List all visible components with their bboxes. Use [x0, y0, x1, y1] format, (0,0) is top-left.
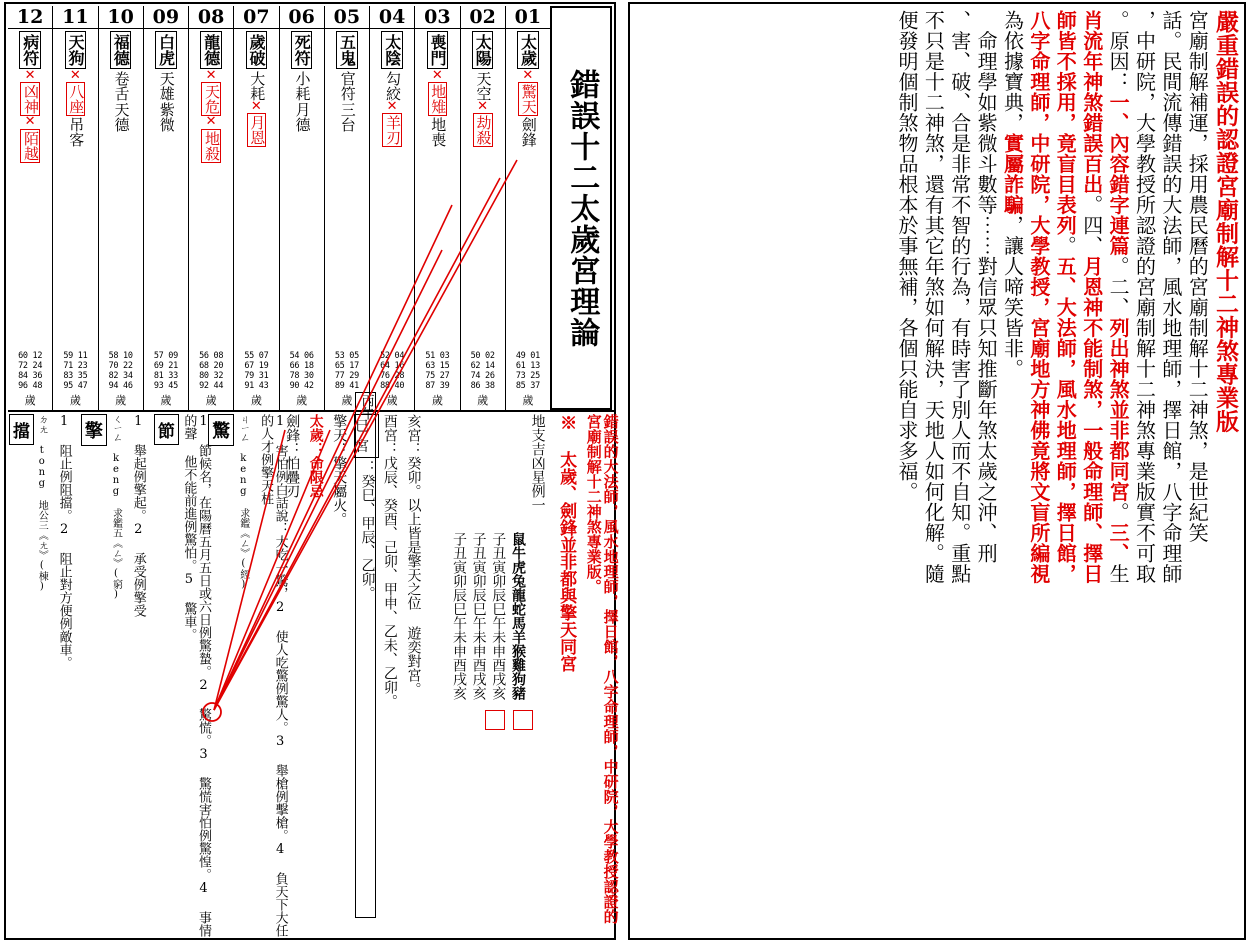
star-name: 紫微: [157, 102, 176, 132]
palace-number: 03: [424, 6, 451, 28]
right-text-line: 話。民間流傳錯誤的大法師，風水地理師，擇日館，八字命理師: [1158, 10, 1183, 584]
palace-name: 歲破: [246, 31, 267, 69]
x-mark-icon: ✕: [24, 68, 36, 83]
x-mark-icon: ✕: [24, 114, 36, 130]
branch-animals: 鼠牛虎兔龍蛇馬羊猴雞狗豬: [509, 532, 526, 700]
palace-column: [234, 6, 279, 410]
palace-column: [415, 6, 460, 410]
palace-column: [189, 6, 234, 410]
note-col-taisui: 太歲：命限忌: [307, 414, 324, 498]
palace-column: [325, 6, 370, 410]
highlight-box-horse: [513, 710, 533, 730]
palace-number: 06: [288, 6, 315, 28]
branch-row-1: 子丑寅卯辰巳午未申酉戌亥: [490, 532, 507, 700]
age-list: 60 12 72 24 84 36 96 48: [18, 350, 43, 391]
column-rule: [99, 28, 143, 29]
branch-row-2: 子丑寅卯辰巳午未申酉戌亥: [470, 532, 487, 700]
age-list: 56 08 68 20 80 32 92 44: [199, 350, 224, 391]
palace-column: [280, 6, 325, 410]
dang-char-box: 擋: [9, 414, 34, 445]
palace-number: 08: [197, 6, 225, 28]
note-col-hai-palace: 亥宮：癸卯。以上皆是擎天之位 遊奕對宮。: [405, 414, 422, 696]
star-name: 小耗: [293, 71, 312, 101]
note-col-dang-pron: ㄉㄤ tong 地公三《ㄤ》(棟): [36, 414, 48, 592]
left-title-strip: [550, 6, 612, 410]
age-label: 歲: [296, 394, 308, 407]
age-list: 57 09 69 21 81 33 93 45: [153, 350, 178, 391]
palace-number: 05: [333, 6, 361, 28]
palace-number: 10: [107, 6, 134, 28]
column-rule: [8, 28, 52, 29]
star-name: 羊刃: [384, 115, 402, 146]
palace-column: [144, 6, 189, 410]
x-mark-icon: ✕: [431, 68, 443, 83]
right-text-column: [1157, 10, 1183, 934]
palace-number: 01: [514, 6, 542, 28]
right-text-line: 。原因：一、內容錯字連篇。二、列出神煞並非都同宮。三、生: [1106, 10, 1131, 584]
right-panel: [628, 2, 1246, 940]
age-list: 58 10 70 22 82 34 94 46: [108, 350, 133, 391]
note-col-qing-pron: ㄑㄧㄥ keng 求鑑五《ㄥ》(窮): [110, 414, 122, 600]
x-mark-icon: ✕: [477, 99, 489, 114]
note-col-jing-head: [206, 412, 237, 938]
palace-number: 02: [469, 6, 496, 28]
star-list: [66, 70, 86, 351]
column-rule: [53, 28, 97, 29]
right-text-line: 宮廟制解補運，採用農民曆的宮廟制解十二神煞，是世紀笑: [1185, 10, 1210, 543]
star-name: 天德: [112, 102, 131, 132]
right-text-column: [1131, 10, 1157, 934]
age-label: 歲: [69, 394, 81, 407]
column-rule: [506, 28, 550, 29]
star-name: 卷舌: [112, 71, 131, 101]
column-rule: [234, 28, 278, 29]
palace-name: 太陰: [381, 31, 402, 69]
palace-number: 04: [378, 6, 406, 28]
column-rule: [280, 28, 324, 29]
palace-number: 11: [62, 6, 89, 28]
palace-name: 五鬼: [336, 31, 357, 69]
age-label: 歲: [386, 394, 398, 407]
left-panel: [4, 2, 620, 940]
star-name: 陌越: [22, 130, 40, 161]
age-list: 50 02 62 14 74 26 86 38: [470, 350, 495, 391]
qing-char-box: 擎: [81, 414, 107, 446]
bingwu-box: 丙午: [355, 392, 376, 918]
note-col-dang-head: [8, 412, 35, 938]
star-list: [293, 70, 311, 351]
star-name: 驚天: [519, 84, 538, 115]
note-col-dang-def: 1 阻止例阻擋。2 阻止對方便例敵車。: [56, 414, 72, 669]
lower-notes: [8, 394, 620, 938]
right-text-line: 肖流年神煞錯誤百出。四、月恩神不能制煞，一般命理師、擇日: [1079, 10, 1104, 584]
age-label: 歲: [250, 394, 262, 407]
age-list: 49 01 61 13 73 25 85 37: [515, 350, 540, 391]
palace-name: 福德: [110, 31, 131, 69]
right-text-column: [999, 10, 1025, 934]
palace-column: [370, 6, 415, 410]
star-name: 地殺: [203, 130, 221, 161]
star-name: 官符: [338, 71, 357, 101]
star-name: 大耗: [248, 71, 267, 101]
x-mark-icon: ✕: [69, 68, 81, 83]
right-text-line: 、害、破、合是非常不智的行為，有時害了別人而不自知。重點: [947, 10, 972, 584]
note-col-red-title: ※ 太歲、劍鋒並非都與擎天同宮: [556, 414, 577, 672]
highlight-box-wu: [485, 710, 505, 730]
star-list: [473, 70, 493, 351]
jing-char-box: 驚: [208, 414, 234, 446]
note-col-qingtian: 擎天：擎天屬火。: [331, 414, 348, 526]
age-label: 歲: [205, 394, 217, 407]
star-name: 天危: [203, 84, 221, 115]
age-label: 歲: [477, 394, 489, 407]
note-col-branch-table: [427, 412, 528, 938]
age-label: 歲: [24, 394, 36, 407]
star-list: [518, 70, 538, 351]
palace-column: [461, 6, 506, 410]
si-palace-box: 巳宮: [354, 414, 379, 458]
right-headline: 嚴重錯誤的認證宮廟制解十二神煞專業版: [1212, 10, 1239, 433]
note-col-red-warning: 錯誤的大法師，風水地理師，擇日館，八字命理師，中研院，大學教授認證的宮廟制解十二神煞專業版。: [584, 414, 620, 924]
note-col-jie-def: 1 節候名，在陽曆五月五日或六日例驚蟄。2 驚慌。3 驚慌害怕例驚惶。4 事情的聲 他不能前進例驚怕。5 驚車。: [181, 414, 211, 937]
jie-char-box: 節: [154, 414, 179, 445]
star-name: 劫殺: [474, 115, 493, 146]
palace-name: 太歲: [517, 31, 538, 69]
age-label: 歲: [431, 394, 443, 407]
right-text-column: [973, 10, 999, 934]
star-list: [382, 70, 402, 351]
right-text-line: ，中研院，大學教授所認證的宮廟制解十二神煞專業版實不可取: [1132, 10, 1157, 584]
star-list: [338, 70, 356, 351]
note-col-qing-def: 1 舉起例擎起。2 承受例擎受: [130, 414, 146, 617]
age-label: 歲: [522, 394, 534, 407]
palace-number: 07: [243, 6, 270, 28]
right-text-line: 不只是十二神煞，還有其它年煞如何解決，天地人如何化解。隨: [921, 10, 946, 584]
star-list: [112, 70, 130, 351]
note-col-you-palace: 酉宮：戊辰、癸酉、己卯、甲申、乙未、乙卯。: [381, 414, 398, 708]
note-col-si-palace: 巳宮 ：癸巳、甲辰、乙卯。 丙午: [353, 412, 380, 938]
branch-row-3: 子丑寅卯辰巳午未申酉戌亥: [450, 532, 467, 700]
column-rule: [325, 28, 369, 29]
right-text-line: 便發明個制煞物品根本於事無補，各個只能自求多福。: [894, 10, 919, 502]
palace-number: 12: [16, 6, 44, 28]
note-col-jing-def: 1 害怕例白話說：大吃一驚，2 使人吃驚例驚人。3 舉槍例擊槍。4 負天下大任的人才例擎天柱: [258, 414, 288, 937]
note-col-jie-head: [153, 412, 180, 938]
palace-name: 太陽: [472, 31, 493, 69]
palace-name: 龍德: [200, 31, 221, 69]
column-rule: [189, 28, 233, 29]
x-mark-icon: ✕: [386, 99, 398, 114]
palace-number: 09: [152, 6, 180, 28]
right-text-column: [1078, 10, 1104, 934]
age-list: 51 03 63 15 75 27 87 39: [425, 350, 450, 391]
palace-column: [506, 6, 550, 410]
left-title: 錯誤十二太歲宮理論: [564, 68, 600, 348]
age-label: 歲: [341, 394, 353, 407]
age-list: 55 07 67 19 79 31 91 43: [244, 350, 269, 391]
palace-column: [8, 6, 53, 410]
star-name: 天空: [474, 71, 493, 101]
twelve-palace-grid: [8, 6, 550, 410]
star-name: 天雄: [157, 71, 176, 101]
right-text-column: [1026, 10, 1052, 934]
palace-name: 病符: [19, 31, 40, 69]
age-list: 52 04 64 16 76 28 88 40: [380, 350, 405, 391]
age-list: 53 05 65 17 77 29 89 41: [334, 350, 359, 391]
palace-name: 喪門: [427, 31, 448, 69]
palace-name: 死符: [291, 31, 312, 69]
column-rule: [461, 28, 505, 29]
star-name: 劍鋒: [519, 117, 538, 148]
star-name: 月德: [293, 102, 312, 132]
star-list: [201, 70, 221, 351]
palace-column: [99, 6, 144, 410]
palace-name: 天狗: [65, 31, 86, 69]
star-name: 地喪: [429, 117, 448, 148]
note-col-jing-pron: ㄐㄧㄥ keng 求鑑《ㄥ》(經): [237, 414, 249, 590]
right-text-column: [1184, 10, 1210, 934]
column-rule: [144, 28, 188, 29]
palace-name: 白虎: [155, 31, 176, 69]
star-name: 凶神: [22, 84, 40, 115]
star-list: [247, 70, 267, 351]
star-name: 勾絞: [384, 71, 402, 101]
star-list: [428, 70, 448, 351]
age-label: 歲: [160, 394, 172, 407]
right-text-line: 師皆不採用，竟盲目表列。五、大法師，風水地理師，擇日館，: [1053, 10, 1078, 584]
note-col-qing-head: [79, 412, 110, 938]
x-mark-icon: ✕: [205, 114, 217, 130]
note-col-jianfeng: 劍鋒：怕疊刃: [284, 414, 301, 498]
age-list: 54 06 66 18 78 30 90 42: [289, 350, 314, 391]
star-name: 月恩: [248, 115, 267, 146]
right-text-line: 命理學如紫微斗數等⋯⋯對信眾只知推斷年煞太歲之沖、刑: [974, 10, 999, 564]
star-name: 三台: [338, 102, 357, 132]
x-mark-icon: ✕: [522, 68, 534, 83]
right-text-column: [894, 10, 920, 934]
star-name: 吊客: [67, 117, 86, 148]
right-text-column: [1052, 10, 1078, 934]
right-headline-column: [1210, 10, 1240, 934]
note-col-branch-head: 地支吉凶星例一: [529, 414, 546, 512]
column-rule: [415, 28, 459, 29]
right-text-column: [946, 10, 972, 934]
star-name: 八座: [67, 84, 86, 115]
column-rule: [370, 28, 414, 29]
x-mark-icon: ✕: [205, 68, 217, 83]
right-text-line: 為依據寶典，實屬詐騙，讓人啼笑皆非。: [1000, 10, 1025, 379]
right-text-line: 八字命理師，中研院，大學教授，宮廟地方神佛竟將文盲所編視: [1026, 10, 1051, 584]
star-name: 地雉: [429, 84, 448, 115]
right-text-columns: [634, 10, 1240, 934]
right-text-column: [920, 10, 946, 934]
right-text-column: [1105, 10, 1131, 934]
star-list: [20, 70, 40, 351]
star-list: [157, 70, 175, 351]
palace-column: [53, 6, 98, 410]
age-list: 59 11 71 23 83 35 95 47: [63, 350, 88, 391]
x-mark-icon: ✕: [250, 99, 262, 114]
age-label: 歲: [115, 394, 127, 407]
